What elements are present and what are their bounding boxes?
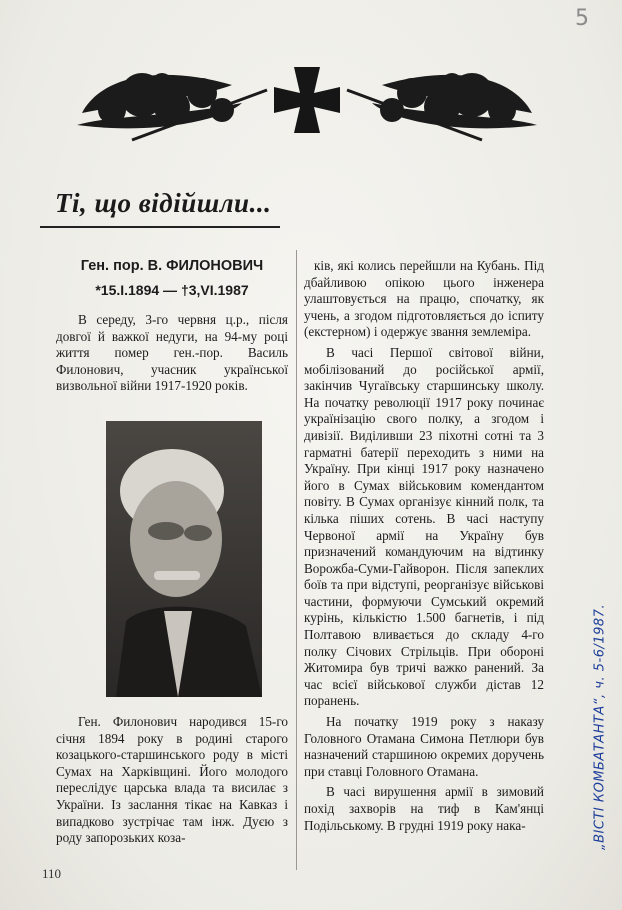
right-paragraph: На початку 1919 року з наказу Головного Отамана Симона Петлюри був назначений старшиною окремих доручень при ставці Головного Отамана. — [304, 714, 544, 779]
right-column — [304, 258, 544, 838]
heading-underline — [40, 226, 280, 228]
biography-paragraph: Ген. Филонович народився 15-го січня 1894 року в родині старого козацького-старшинського роду в місті Сумах на Харківщині. Його молодого переслідує царська влада та висилає з України. Із заслання тікає на Кавказ і випадково зустрічає там інж. Дуєю з роду запорозьких коза- — [56, 714, 288, 846]
right-paragraph: ків, які колись перейшли на Кубань. Під дбайливою опікою цього інженера улаштовується на працю, спочатку, як учень, а згодом підготовляється до іспиту (екстерном) і одержує звання землеміра. — [304, 258, 544, 340]
left-column-bottom — [56, 714, 288, 847]
article-dates: *15.І.1894 — †3,VI.1987 — [95, 282, 249, 298]
right-paragraph: В часі вирушення армії в зимовий похід захворів на тиф в Кам'янці Подільському. В грудні 1919 року нака- — [304, 784, 544, 833]
column-divider — [296, 250, 297, 870]
article-title: Ген. пор. В. ФИЛОНОВИЧ — [80, 258, 264, 274]
grape-vine-icon — [372, 73, 537, 128]
intro-paragraph: В середу, 3-го червня ц.р., після довгої й важкої недуги, на 94-му році життя помер ген.-пор. Василь Филонович, учасник української визвольної війни 1917-1920 років. — [56, 312, 288, 394]
portrait-photo — [106, 421, 262, 697]
section-heading: Ті, що відійшли... — [55, 188, 272, 218]
right-paragraph: В часі Першої світової війни, мобілізований до російської армії, закінчив Чугаївську старшинську школу. На початку революції 1917 року починає українізацію свого полку, а згодом і дивізії. Виділивши 23 піхотні сотні та 3 гарматні батерії переходить з ними на Україну. При кінці 1917 року назначено його в Сумах військовим комендантом повіту. В Сумах організує кінний полк, та кілька піших сотень. В часі наступу Червоної армії на Україну був призначений командуючим на відтинку Ворожба-Суми-Гайворон. Після запеклих боїв та при відступі, реорганізує військові частини, формуючи Сумський окремий курінь, кількістю 1.500 багнетів, і під Полтавою вливається до складу 4-го полку Січових Стрільців. При обороні Житомира був тричі важко ранений. За час всієї військової служби дістав 12 поранень. — [304, 344, 544, 709]
left-column-top — [56, 258, 288, 395]
cross-icon — [274, 67, 340, 133]
corner-number: 5 — [575, 6, 589, 31]
header-ornament — [72, 55, 542, 155]
grape-vine-icon — [77, 73, 242, 128]
page-number: 110 — [42, 866, 62, 881]
handwritten-source-note: „ВІСТІ КОМБАТАНТА“, ч. 5-6/1987. — [592, 603, 608, 851]
